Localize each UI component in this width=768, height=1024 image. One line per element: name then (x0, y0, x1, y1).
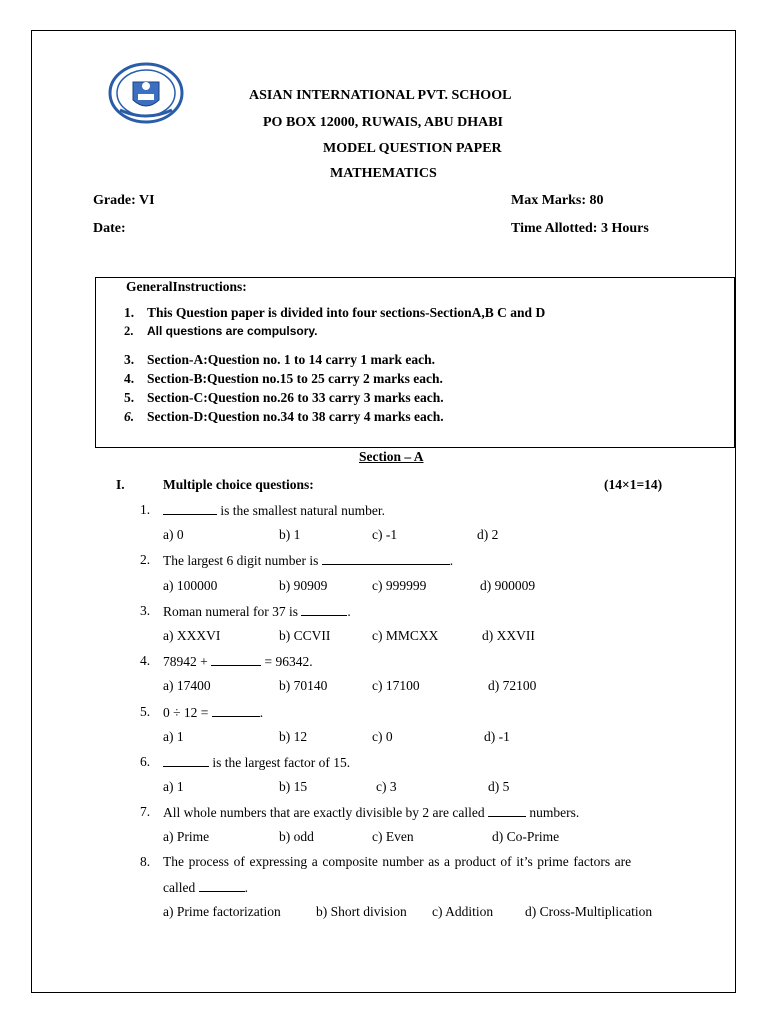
option-b: b) 70140 (279, 678, 328, 693)
question-text: 78942 + = 96342. (163, 654, 313, 669)
option-d: d) Cross-Multiplication (525, 904, 653, 919)
school-name: ASIAN INTERNATIONAL PVT. SCHOOL (249, 88, 512, 103)
question-text: The process of expressing a composite number as a product of it’s prime factors are (163, 854, 632, 869)
question-number: 6. (140, 754, 151, 769)
option-a: a) 1 (163, 779, 184, 794)
part-title: Multiple choice questions: (163, 477, 314, 492)
option-d: d) -1 (484, 729, 510, 744)
option-c: c) Even (372, 829, 414, 844)
question-text: is the smallest natural number. (163, 502, 385, 519)
option-c: c) Addition (432, 904, 494, 919)
instruction-num: 4. (124, 371, 135, 386)
option-b: b) 1 (279, 527, 301, 542)
question-text: The largest 6 digit number is . (163, 553, 454, 568)
option-c: c) MMCXX (372, 628, 439, 643)
instruction-text: Section-D:Question no.34 to 38 carry 4 marks each. (147, 409, 444, 424)
option-d: d) 2 (477, 527, 499, 542)
option-a: a) 100000 (163, 578, 218, 593)
section-title: Section – A (359, 449, 424, 464)
option-c: c) 3 (376, 779, 397, 794)
instruction-text: Section-C:Question no.26 to 33 carry 3 marks each. (147, 390, 444, 405)
question-text-continued: called . (163, 880, 248, 895)
answer-blank (163, 502, 217, 515)
option-a: a) Prime (163, 829, 210, 844)
instruction-num: 6. (124, 409, 135, 424)
instruction-text: All questions are compulsory. (147, 324, 318, 338)
question-text: Roman numeral for 37 is . (163, 604, 351, 619)
subject-title: MATHEMATICS (330, 166, 437, 181)
question-text: 0 ÷ 12 = . (163, 705, 264, 720)
paper-title: MODEL QUESTION PAPER (323, 141, 502, 156)
instruction-num: 2. (124, 324, 134, 338)
option-a: a) Prime factorization (163, 904, 281, 919)
instruction-num: 5. (124, 390, 135, 405)
answer-blank (488, 804, 526, 817)
date-label: Date: (93, 221, 126, 236)
answer-blank (163, 754, 209, 767)
option-c: c) 0 (372, 729, 393, 744)
option-b: b) 12 (279, 729, 308, 744)
option-d: d) XXVII (482, 628, 535, 643)
option-a: a) 17400 (163, 678, 211, 693)
answer-blank (212, 704, 260, 717)
option-b: b) 15 (279, 779, 308, 794)
max-marks-label: Max Marks: 80 (511, 193, 604, 208)
instruction-text: Section-A:Question no. 1 to 14 carry 1 mark each. (147, 352, 435, 367)
option-a: a) XXXVI (163, 628, 221, 643)
option-b: b) odd (279, 829, 314, 844)
school-address: PO BOX 12000, RUWAIS, ABU DHABI (263, 115, 503, 130)
option-d: d) 72100 (488, 678, 537, 693)
option-c: c) 999999 (372, 578, 427, 593)
question-number: 2. (140, 552, 151, 567)
option-a: a) 0 (163, 527, 184, 542)
part-number: I. (116, 477, 125, 492)
option-a: a) 1 (163, 729, 184, 744)
option-c: c) 17100 (372, 678, 420, 693)
option-c: c) -1 (372, 527, 398, 542)
question-number: 4. (140, 653, 151, 668)
question-text: All whole numbers that are exactly divisible by 2 are called numbers. (163, 805, 580, 820)
instruction-text: Section-B:Question no.15 to 25 carry 2 marks each. (147, 371, 443, 386)
question-text: is the largest factor of 15. (163, 754, 350, 771)
question-number: 7. (140, 804, 151, 819)
question-number: 3. (140, 603, 151, 618)
part-marks: (14×1=14) (604, 477, 663, 492)
instruction-num: 1. (124, 305, 135, 320)
answer-blank (322, 552, 450, 565)
option-d: d) 5 (488, 779, 510, 794)
option-d: d) 900009 (480, 578, 536, 593)
option-d: d) Co-Prime (492, 829, 560, 844)
question-number: 8. (140, 854, 151, 869)
time-allotted-label: Time Allotted: 3 Hours (511, 221, 649, 236)
answer-blank (199, 879, 245, 892)
option-b: b) CCVII (279, 628, 331, 643)
answer-blank (211, 653, 261, 666)
answer-blank (301, 603, 347, 616)
instructions-title: GeneralInstructions: (126, 279, 247, 294)
instruction-num: 3. (124, 352, 135, 367)
school-crest-logo (108, 62, 184, 124)
option-b: b) 90909 (279, 578, 328, 593)
option-b: b) Short division (316, 904, 407, 919)
grade-label: Grade: VI (93, 193, 155, 208)
instruction-text: This Question paper is divided into four sections-SectionA,B C and D (147, 305, 546, 320)
question-number: 1. (140, 502, 151, 517)
question-number: 5. (140, 704, 151, 719)
